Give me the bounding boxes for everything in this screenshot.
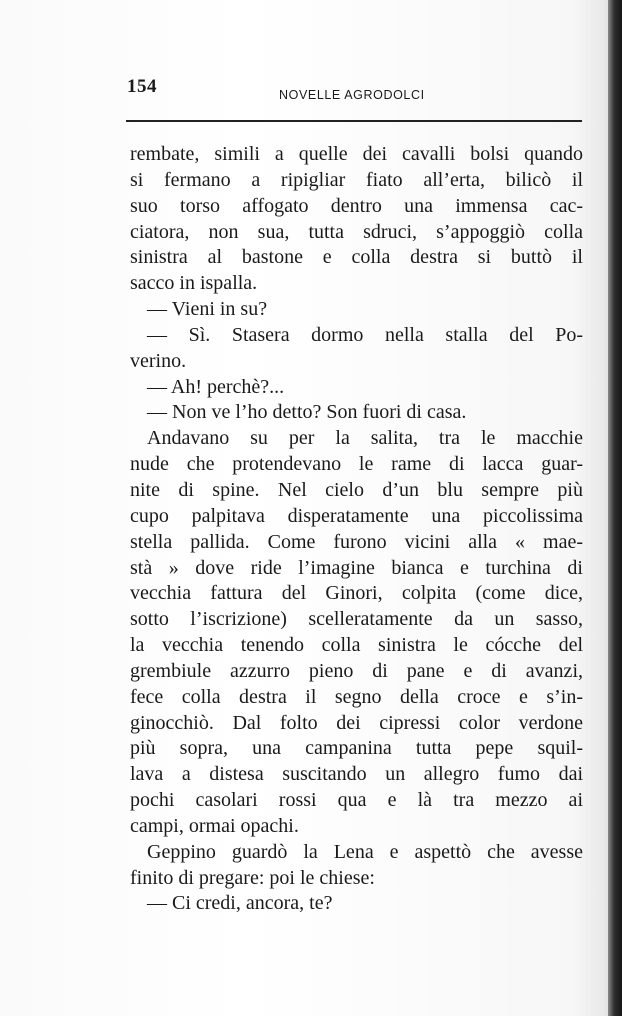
text-line: ginocchiò. Dal folto dei cipressi color verdone — [130, 711, 583, 734]
page-number: 154 — [127, 76, 157, 97]
text-line: — Sì. Stasera dormo nella stalla del Po- — [147, 323, 583, 346]
text-line: finito di pregare: poi le chiese: — [130, 866, 375, 889]
text-line: si fermano a ripigliar fiato all’erta, bilicò il — [130, 168, 583, 191]
text-line: verino. — [130, 349, 187, 372]
text-line: — Ci credi, ancora, te? — [147, 892, 333, 915]
text-line: pochi casolari rossi qua e là tra mezzo ai — [130, 789, 583, 812]
text-line: sinistra al bastone e colla destra si buttò il — [130, 246, 583, 269]
text-line: nude che protendevano le rame di lacca guar- — [130, 453, 583, 476]
text-line: nite di spine. Nel cielo d’un blu sempre più — [130, 478, 583, 501]
text-line: — Ah! perchè?... — [147, 375, 285, 398]
text-line: — Non ve l’ho detto? Son fuori di casa. — [147, 401, 467, 424]
text-line: vecchia fattura del Ginori, colpita (come dice, — [130, 582, 583, 605]
running-title: NOVELLE AGRODOLCI — [279, 88, 425, 102]
text-line: rembate, simili a quelle dei cavalli bolsi quando — [130, 143, 583, 165]
text-line: lava a distesa suscitando un allegro fumo dai — [130, 763, 583, 786]
text-line: campi, ormai opachi. — [130, 814, 299, 837]
text-line: Andavano su per la salita, tra le macchie — [147, 427, 583, 450]
text-line: — Vieni in su? — [147, 298, 268, 321]
text-line: stà » dove ride l’imagine bianca e turchina di — [130, 556, 583, 579]
text-line: sacco in ispalla. — [130, 272, 258, 295]
text-line: cupo palpitava disperatamente una piccolissima — [130, 504, 583, 527]
header-rule — [126, 120, 582, 122]
text-line: stella pallida. Come furono vicini alla « mae- — [130, 530, 583, 553]
text-line: fece colla destra il segno della croce e s’in- — [130, 685, 583, 708]
text-line: più sopra, una campanina tutta pepe squil- — [130, 737, 583, 760]
text-line: grembiule azzurro pieno di pane e di avanzi, — [130, 659, 583, 682]
text-line: sotto l’iscrizione) scelleratamente da un sasso, — [130, 608, 583, 631]
text-line: Geppino guardò la Lena e aspettò che avesse — [147, 840, 583, 863]
text-line: la vecchia tenendo colla sinistra le cócche del — [130, 634, 583, 657]
text-line: ciatora, non sua, tutta sdruci, s’appoggiò colla — [130, 220, 583, 243]
page-edge-shadow — [608, 0, 622, 1016]
text-line: suo torso affogato dentro una immensa cac- — [130, 194, 583, 217]
body-text — [130, 142, 583, 917]
